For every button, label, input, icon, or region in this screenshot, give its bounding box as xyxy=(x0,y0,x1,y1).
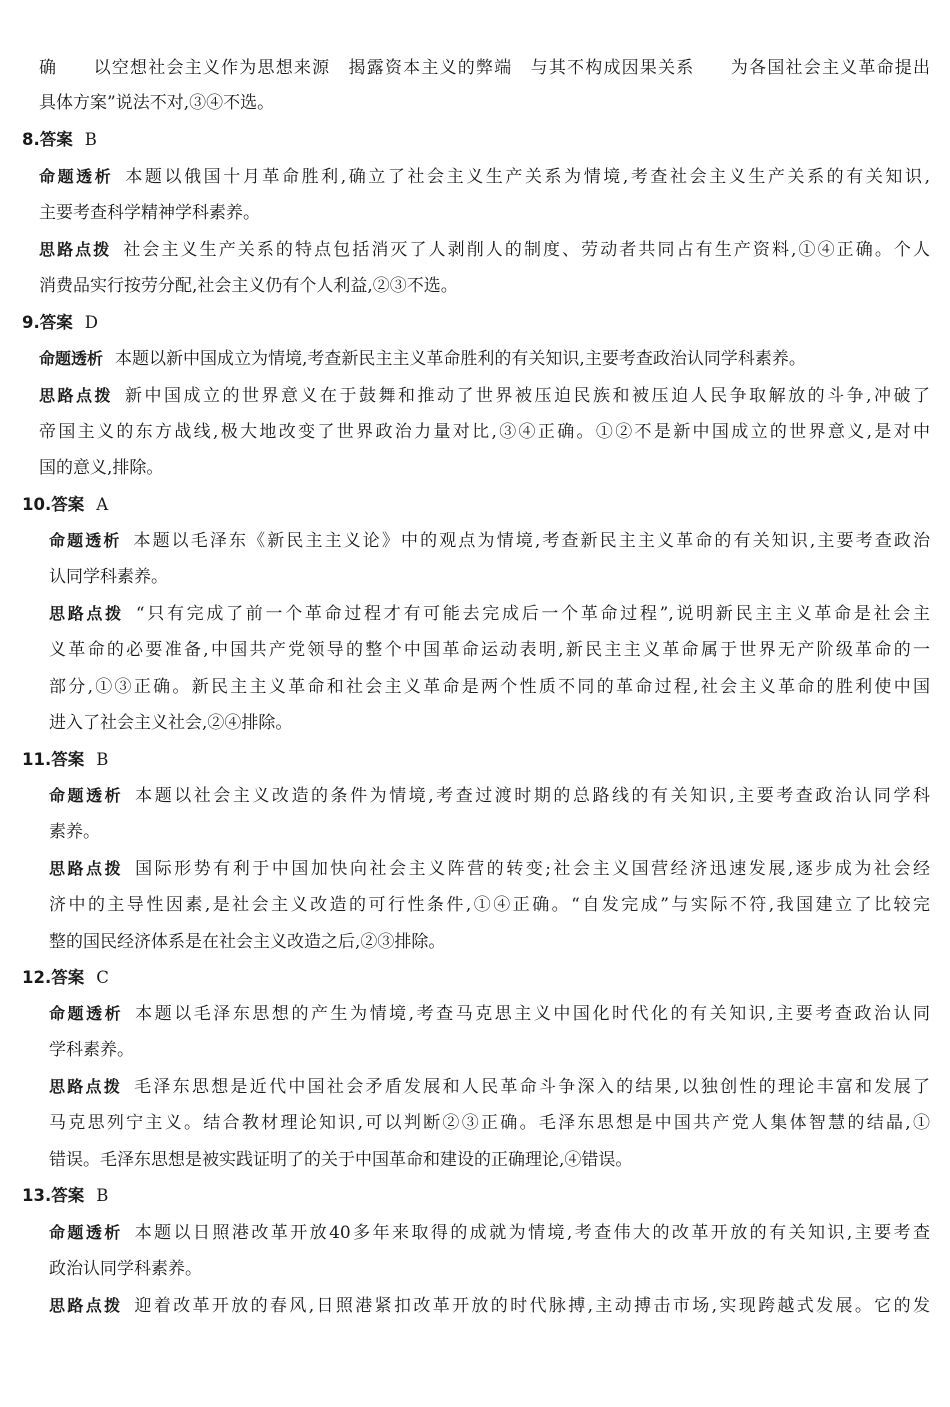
question-number: 8. xyxy=(22,130,40,149)
analysis-line: 马克思列宁主义。结合教材理论知识,可以判断②③正确。毛泽东思想是中国共产党人集体智慧的结晶,① xyxy=(49,1113,930,1133)
intent-line: 素养。 xyxy=(49,822,100,842)
intent-line: 命题透析 本题以日照港改革开放40多年来取得的成就为情境,考查伟大的改革开放的有关知识,主要考查 xyxy=(49,1223,930,1243)
analysis-line: 思路点拨 迎着改革开放的春风,日照港紧扣改革开放的时代脉搏,主动搏击市场,实现跨越式发展。它的发 xyxy=(49,1296,930,1316)
intent-label: 命题透析 xyxy=(49,786,124,805)
answer-line-q8 xyxy=(22,128,950,152)
intent-line: 命题透析 本题以俄国十月革命胜利,确立了社会主义生产关系为情境,考查社会主义生产关系的有关知识, xyxy=(39,167,930,187)
analysis-label: 思路点拨 xyxy=(39,240,112,259)
question-number: 13. xyxy=(22,1186,52,1205)
answer-value: B xyxy=(96,1186,109,1205)
answer-label: 答案 xyxy=(39,130,73,149)
intent-label: 命题透析 xyxy=(49,1223,123,1242)
analysis-line: 帝国主义的东方战线,极大地改变了世界政治力量对比,③④正确。①②不是新中国成立的世界意义,是对中 xyxy=(39,422,930,442)
intent-line: 命题透析 本题以毛泽东《新民主主义论》中的观点为情境,考查新民主主义革命的有关知识,主要考查政治 xyxy=(49,531,930,551)
intent-label: 命题透析 xyxy=(49,531,122,550)
answer-label: 答案 xyxy=(51,495,85,514)
answer-line-q11 xyxy=(22,748,950,772)
answer-value: A xyxy=(96,495,109,514)
intent-line: 政治认同学科素养。 xyxy=(49,1259,202,1279)
question-number: 11. xyxy=(22,750,52,769)
intent-line: 认同学科素养。 xyxy=(49,567,168,587)
analysis-line: 思路点拨 新中国成立的世界意义在于鼓舞和推动了世界被压迫民族和被压迫人民争取解放的斗争,冲破了 xyxy=(39,386,930,406)
intent-line: 主要考查科学精神学科素养。 xyxy=(39,203,260,223)
answer-line-q12 xyxy=(22,966,950,990)
analysis-line: 思路点拨 国际形势有利于中国加快向社会主义阵营的转变;社会主义国营经济迅速发展,逐步成为社会经 xyxy=(49,859,930,879)
answer-label: 答案 xyxy=(51,968,85,987)
answer-value: D xyxy=(84,313,98,332)
analysis-label: 思路点拨 xyxy=(49,1077,123,1096)
analysis-line: 思路点拨 社会主义生产关系的特点包括消灭了人剥削人的制度、劳动者共同占有生产资料,①④正确。个人 xyxy=(39,240,930,260)
continuation-line-1: 确 以空想社会主义作为思想来源 揭露资本主义的弊端 与其不构成因果关系 为各国社会主义革命提出 xyxy=(39,58,930,78)
analysis-line: 进入了社会主义社会,②④排除。 xyxy=(49,713,293,733)
continuation-line-2: 具体方案”说法不对,③④不选。 xyxy=(39,93,275,113)
answer-value: B xyxy=(84,130,97,149)
question-number: 10. xyxy=(22,495,52,514)
analysis-line: 国的意义,排除。 xyxy=(39,458,164,478)
analysis-line: 错误。毛泽东思想是被实践证明了的关于中国革命和建设的正确理论,④错误。 xyxy=(49,1150,633,1170)
analysis-label: 思路点拨 xyxy=(49,1296,123,1315)
answer-value: B xyxy=(96,750,109,769)
analysis-line: 济中的主导性因素,是社会主义改造的可行性条件,①④正确。“自发完成”与实际不符,我国建立了比较完 xyxy=(49,895,930,915)
analysis-line: 整的国民经济体系是在社会主义改造之后,②③排除。 xyxy=(49,932,446,952)
answer-label: 答案 xyxy=(51,750,85,769)
analysis-label: 思路点拨 xyxy=(49,859,124,878)
answer-line-q13 xyxy=(22,1184,950,1208)
analysis-label: 思路点拨 xyxy=(49,604,124,623)
analysis-line: 部分,①③正确。新民主主义革命和社会主义革命是两个性质不同的革命过程,社会主义革命的胜利使中国 xyxy=(49,677,930,697)
intent-label: 命题透析 xyxy=(39,349,104,368)
analysis-line: 思路点拨 毛泽东思想是近代中国社会矛盾发展和人民革命斗争深入的结果,以独创性的理论丰富和发展了 xyxy=(49,1077,930,1097)
question-number: 12. xyxy=(22,968,52,987)
intent-label: 命题透析 xyxy=(39,167,114,186)
question-number: 9. xyxy=(22,313,40,332)
intent-label: 命题透析 xyxy=(49,1004,124,1023)
analysis-line: 消费品实行按劳分配,社会主义仍有个人利益,②③不选。 xyxy=(39,276,458,296)
intent-line: 学科素养。 xyxy=(49,1040,134,1060)
intent-line: 命题透析 本题以社会主义改造的条件为情境,考查过渡时期的总路线的有关知识,主要考查政治认同学科 xyxy=(49,786,930,806)
analysis-label: 思路点拨 xyxy=(39,386,114,405)
answer-line-q10 xyxy=(22,493,950,517)
answer-value: C xyxy=(96,968,109,987)
intent-line: 命题透析 本题以新中国成立为情境,考查新民主主义革命胜利的有关知识,主要考查政治认同学科素养。 xyxy=(39,349,806,369)
analysis-line: 义革命的必要准备,中国共产党领导的整个中国革命运动表明,新民主主义革命属于世界无产阶级革命的一 xyxy=(49,640,930,660)
answer-label: 答案 xyxy=(51,1186,85,1205)
answer-line-q9 xyxy=(22,311,950,335)
analysis-line: 思路点拨 “只有完成了前一个革命过程才有可能去完成后一个革命过程”,说明新民主主义革命是社会主 xyxy=(49,604,930,624)
intent-line: 命题透析 本题以毛泽东思想的产生为情境,考查马克思主义中国化时代化的有关知识,主要考查政治认同 xyxy=(49,1004,930,1024)
answer-label: 答案 xyxy=(39,313,73,332)
